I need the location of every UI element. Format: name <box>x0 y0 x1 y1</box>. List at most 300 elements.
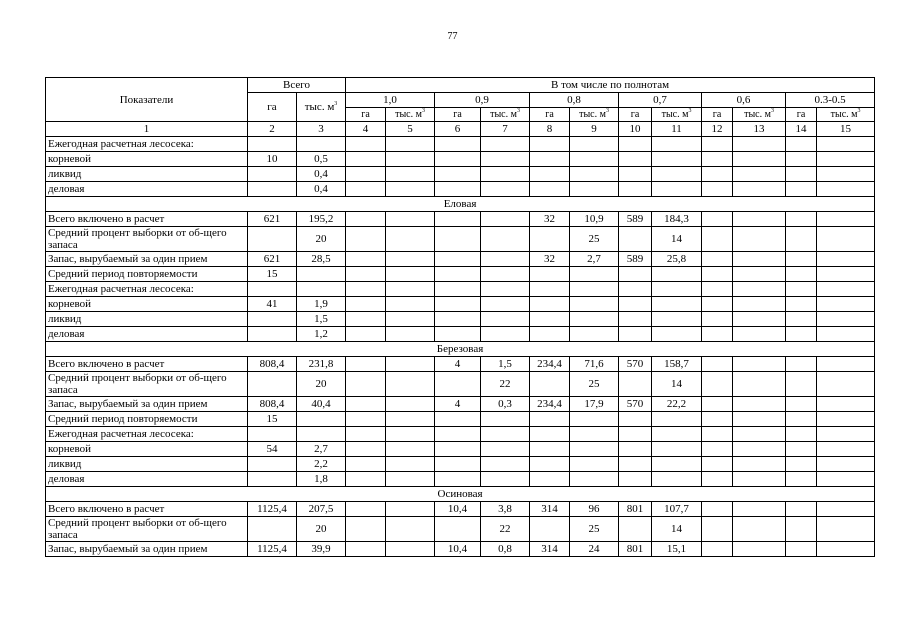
table-cell <box>481 427 530 442</box>
row-label: ликвид <box>46 312 248 327</box>
table-cell <box>346 212 386 227</box>
table-cell <box>652 182 702 197</box>
table-cell: 20 <box>297 227 346 252</box>
row-label: Всего включено в расчет <box>46 357 248 372</box>
table-cell <box>733 412 786 427</box>
table-cell <box>346 502 386 517</box>
table-cell <box>619 282 652 297</box>
table-cell <box>530 312 570 327</box>
table-cell: 96 <box>570 502 619 517</box>
table-cell: 15 <box>248 267 297 282</box>
table-cell: 25 <box>570 227 619 252</box>
table-cell <box>570 267 619 282</box>
table-cell <box>817 457 875 472</box>
table-cell: 621 <box>248 212 297 227</box>
table-cell <box>386 442 435 457</box>
table-cell <box>435 442 481 457</box>
table-cell: 10,9 <box>570 212 619 227</box>
table-cell: 589 <box>619 212 652 227</box>
table-cell <box>817 327 875 342</box>
table-cell <box>530 297 570 312</box>
table-cell <box>435 227 481 252</box>
table-cell <box>386 227 435 252</box>
table-cell <box>619 152 652 167</box>
table-cell <box>702 372 733 397</box>
table-cell <box>530 517 570 542</box>
table-cell <box>817 427 875 442</box>
header-density-1: 1,0 <box>346 93 435 108</box>
table-cell <box>786 372 817 397</box>
table-cell <box>570 282 619 297</box>
header-unit-m3: тыс. $м^3$ <box>733 108 786 122</box>
table-cell: 40,4 <box>297 397 346 412</box>
table-cell <box>386 267 435 282</box>
header-unit-m3: тыс. $м^3$ <box>652 108 702 122</box>
table-cell <box>817 152 875 167</box>
table-cell <box>652 167 702 182</box>
table-cell <box>346 267 386 282</box>
table-cell <box>786 182 817 197</box>
table-cell <box>435 267 481 282</box>
table-cell <box>817 372 875 397</box>
table-cell: 10,4 <box>435 542 481 557</box>
table-cell <box>481 312 530 327</box>
table-cell: 0,5 <box>297 152 346 167</box>
table-cell <box>817 282 875 297</box>
table-cell <box>702 412 733 427</box>
table-cell <box>702 442 733 457</box>
table-cell <box>346 297 386 312</box>
table-row <box>46 182 875 197</box>
table-cell <box>346 372 386 397</box>
table-cell <box>619 472 652 487</box>
table-cell <box>786 152 817 167</box>
table-cell <box>786 267 817 282</box>
table-cell <box>702 427 733 442</box>
table-cell <box>570 297 619 312</box>
table-cell <box>702 397 733 412</box>
table-cell <box>786 227 817 252</box>
header-total-ha: га <box>248 93 297 122</box>
table-cell: 25 <box>570 372 619 397</box>
table-cell <box>248 472 297 487</box>
table-cell <box>346 542 386 557</box>
table-cell <box>297 137 346 152</box>
table-cell <box>530 427 570 442</box>
table-row <box>46 412 875 427</box>
table-cell <box>733 312 786 327</box>
row-label: деловая <box>46 327 248 342</box>
table-cell <box>733 252 786 267</box>
table-cell: 207,5 <box>297 502 346 517</box>
table-cell <box>733 137 786 152</box>
table-cell <box>346 457 386 472</box>
table-cell: 39,9 <box>297 542 346 557</box>
table-cell <box>386 502 435 517</box>
table-cell <box>702 167 733 182</box>
table-cell <box>346 227 386 252</box>
row-label: корневой <box>46 152 248 167</box>
table-cell <box>786 457 817 472</box>
header-unit-ha: га <box>786 108 817 122</box>
table-cell <box>530 137 570 152</box>
table-cell <box>817 212 875 227</box>
table-cell: 54 <box>248 442 297 457</box>
table-cell <box>346 182 386 197</box>
table-cell <box>248 312 297 327</box>
table-cell: 570 <box>619 357 652 372</box>
table-cell <box>786 357 817 372</box>
table-cell <box>786 502 817 517</box>
table-cell <box>386 457 435 472</box>
table-cell <box>481 297 530 312</box>
table-row <box>46 212 875 227</box>
header-including: В том числе по полнотам <box>346 78 875 93</box>
table-row <box>46 327 875 342</box>
row-label: Средний период повторяемости <box>46 267 248 282</box>
table-cell <box>481 137 530 152</box>
table-cell <box>386 412 435 427</box>
table-cell: 158,7 <box>652 357 702 372</box>
table-cell <box>817 167 875 182</box>
header-unit-ha: га <box>619 108 652 122</box>
table-row <box>46 137 875 152</box>
table-cell <box>570 312 619 327</box>
table-cell <box>733 167 786 182</box>
table-cell <box>733 227 786 252</box>
table-cell <box>530 167 570 182</box>
table-cell <box>570 412 619 427</box>
table-cell <box>530 372 570 397</box>
table-cell: 15 <box>248 412 297 427</box>
table-cell: 4 <box>435 357 481 372</box>
table-cell <box>817 297 875 312</box>
header-density-6: 0.3-0.5 <box>786 93 875 108</box>
table-cell <box>386 212 435 227</box>
table-cell: 2,7 <box>297 442 346 457</box>
table-cell <box>733 472 786 487</box>
table-cell <box>702 502 733 517</box>
table-cell <box>530 442 570 457</box>
table-cell <box>435 137 481 152</box>
table-cell <box>386 517 435 542</box>
table-cell <box>786 327 817 342</box>
table-cell <box>702 297 733 312</box>
table-row <box>46 502 875 517</box>
table-cell: 14 <box>652 517 702 542</box>
table-cell <box>817 502 875 517</box>
table-cell <box>435 327 481 342</box>
table-cell <box>652 152 702 167</box>
table-cell <box>702 472 733 487</box>
table-cell <box>530 327 570 342</box>
table-cell: 10 <box>248 152 297 167</box>
table-cell <box>435 472 481 487</box>
table-row <box>46 427 875 442</box>
table-cell: 1,2 <box>297 327 346 342</box>
table-cell <box>702 312 733 327</box>
table-cell <box>652 297 702 312</box>
table-cell <box>386 312 435 327</box>
column-number: 8 <box>530 122 570 137</box>
table-cell <box>435 282 481 297</box>
header-density-5: 0,6 <box>702 93 786 108</box>
header-unit-m3: тыс. $м^3$ <box>570 108 619 122</box>
table-cell <box>248 457 297 472</box>
table-cell <box>733 182 786 197</box>
table-cell <box>530 457 570 472</box>
table-cell <box>435 252 481 267</box>
table-cell: 22,2 <box>652 397 702 412</box>
table-cell <box>435 457 481 472</box>
table-cell: 0,4 <box>297 182 346 197</box>
table-cell <box>817 357 875 372</box>
table-cell <box>530 472 570 487</box>
table-cell <box>297 412 346 427</box>
table-cell: 314 <box>530 502 570 517</box>
table-cell <box>786 517 817 542</box>
table-cell <box>297 427 346 442</box>
section-title: Березовая <box>46 342 875 357</box>
column-number: 6 <box>435 122 481 137</box>
table-cell: 1,5 <box>297 312 346 327</box>
table-cell <box>346 357 386 372</box>
header-unit-ha: га <box>530 108 570 122</box>
table-cell <box>435 427 481 442</box>
table-cell <box>386 472 435 487</box>
table-cell: 801 <box>619 542 652 557</box>
table-cell: 15,1 <box>652 542 702 557</box>
table-cell <box>386 167 435 182</box>
table-cell <box>702 327 733 342</box>
table-cell <box>570 327 619 342</box>
row-label: Средний процент выборки от об-щего запаса <box>46 517 248 542</box>
table-cell <box>786 212 817 227</box>
header-density-3: 0,8 <box>530 93 619 108</box>
table-cell <box>481 267 530 282</box>
table-cell <box>733 397 786 412</box>
forest-cutting-table <box>45 77 875 557</box>
table-cell <box>733 502 786 517</box>
table-cell: 1,5 <box>481 357 530 372</box>
table-cell: 20 <box>297 517 346 542</box>
table-cell <box>346 152 386 167</box>
header-unit-ha: га <box>435 108 481 122</box>
table-cell <box>702 212 733 227</box>
table-cell <box>733 372 786 397</box>
table-row <box>46 472 875 487</box>
table-cell <box>570 427 619 442</box>
table-cell <box>481 442 530 457</box>
table-cell <box>733 542 786 557</box>
column-number: 15 <box>817 122 875 137</box>
table-cell <box>733 212 786 227</box>
table-cell: 10,4 <box>435 502 481 517</box>
table-cell <box>619 517 652 542</box>
table-cell: 801 <box>619 502 652 517</box>
table-cell <box>297 267 346 282</box>
table-cell <box>570 137 619 152</box>
table-cell: 0,3 <box>481 397 530 412</box>
table-cell: 2,7 <box>570 252 619 267</box>
table-cell <box>817 252 875 267</box>
section-row <box>46 487 875 502</box>
table-cell <box>702 137 733 152</box>
table-cell <box>386 542 435 557</box>
table-cell <box>733 282 786 297</box>
table-cell <box>702 227 733 252</box>
header-total: Всего <box>248 78 346 93</box>
table-cell: 32 <box>530 252 570 267</box>
table-cell: 314 <box>530 542 570 557</box>
table-cell <box>786 542 817 557</box>
row-label: корневой <box>46 297 248 312</box>
table-row <box>46 517 875 542</box>
table-cell <box>786 137 817 152</box>
table-cell <box>702 517 733 542</box>
table-cell <box>346 137 386 152</box>
section-title: Еловая <box>46 197 875 212</box>
column-number: 12 <box>702 122 733 137</box>
table-row <box>46 542 875 557</box>
table-cell <box>817 442 875 457</box>
table-cell <box>530 267 570 282</box>
table-cell <box>481 152 530 167</box>
table-cell <box>733 357 786 372</box>
table-row <box>46 267 875 282</box>
table-cell <box>786 442 817 457</box>
table-cell <box>786 252 817 267</box>
row-label: корневой <box>46 442 248 457</box>
section-title: Осиновая <box>46 487 875 502</box>
table-cell <box>530 412 570 427</box>
table-row <box>46 252 875 267</box>
table-cell <box>346 167 386 182</box>
table-cell <box>733 267 786 282</box>
section-row <box>46 197 875 212</box>
column-number: 1 <box>46 122 248 137</box>
table-cell <box>346 252 386 267</box>
table-cell <box>652 412 702 427</box>
table-cell: 621 <box>248 252 297 267</box>
column-number: 2 <box>248 122 297 137</box>
table-cell <box>817 397 875 412</box>
table-cell: 32 <box>530 212 570 227</box>
table-cell <box>435 182 481 197</box>
row-label: Всего включено в расчет <box>46 502 248 517</box>
table-cell <box>481 212 530 227</box>
table-cell <box>248 167 297 182</box>
table-cell: 234,4 <box>530 397 570 412</box>
table-cell <box>481 327 530 342</box>
table-row <box>46 297 875 312</box>
column-number: 5 <box>386 122 435 137</box>
table-cell <box>248 182 297 197</box>
table-cell <box>733 152 786 167</box>
table-cell <box>702 282 733 297</box>
table-cell <box>248 137 297 152</box>
header-unit-m3: тыс. $м^3$ <box>481 108 530 122</box>
table-cell <box>346 517 386 542</box>
header-unit-ha: га <box>346 108 386 122</box>
table-cell <box>248 282 297 297</box>
table-row <box>46 457 875 472</box>
table-cell: 0,8 <box>481 542 530 557</box>
table-cell <box>346 412 386 427</box>
table-cell: 17,9 <box>570 397 619 412</box>
table-cell <box>652 267 702 282</box>
table-cell <box>786 167 817 182</box>
table-body <box>46 137 875 557</box>
table-cell <box>652 282 702 297</box>
column-number: 3 <box>297 122 346 137</box>
table-cell <box>817 182 875 197</box>
table-cell <box>619 312 652 327</box>
table-cell <box>435 152 481 167</box>
table-row <box>46 152 875 167</box>
table-cell <box>619 227 652 252</box>
table-cell <box>817 517 875 542</box>
table-cell <box>619 412 652 427</box>
row-label: Запас, вырубаемый за один прием <box>46 252 248 267</box>
table-cell: 184,3 <box>652 212 702 227</box>
table-cell: 4 <box>435 397 481 412</box>
table-cell <box>435 412 481 427</box>
table-cell <box>619 427 652 442</box>
table-cell <box>702 252 733 267</box>
table-cell <box>481 282 530 297</box>
table-cell <box>386 252 435 267</box>
table-cell <box>733 457 786 472</box>
table-cell <box>817 227 875 252</box>
row-label: Средний процент выборки от об-щего запаса <box>46 227 248 252</box>
table-cell <box>817 312 875 327</box>
table-cell <box>733 517 786 542</box>
table-cell <box>619 167 652 182</box>
table-cell <box>619 442 652 457</box>
table-cell <box>652 327 702 342</box>
table-cell: 107,7 <box>652 502 702 517</box>
table-cell <box>386 397 435 412</box>
table-cell: 71,6 <box>570 357 619 372</box>
table-cell <box>481 472 530 487</box>
table-cell: 1125,4 <box>248 502 297 517</box>
table-cell: 1125,4 <box>248 542 297 557</box>
table-cell <box>248 227 297 252</box>
table-cell <box>733 327 786 342</box>
table-cell <box>386 357 435 372</box>
table-cell <box>702 457 733 472</box>
table-cell <box>481 457 530 472</box>
table-cell <box>346 427 386 442</box>
table-cell <box>702 542 733 557</box>
table-cell: 231,8 <box>297 357 346 372</box>
table-cell <box>733 297 786 312</box>
table-cell <box>346 472 386 487</box>
table-cell <box>570 442 619 457</box>
row-label: деловая <box>46 182 248 197</box>
table-cell: 234,4 <box>530 357 570 372</box>
header-density-2: 0,9 <box>435 93 530 108</box>
table-cell <box>619 327 652 342</box>
table-cell <box>786 282 817 297</box>
table-cell <box>435 312 481 327</box>
table-cell: 14 <box>652 227 702 252</box>
row-label: Ежегодная расчетная лесосека: <box>46 427 248 442</box>
table-row <box>46 442 875 457</box>
row-label: Запас, вырубаемый за один прием <box>46 542 248 557</box>
header-total-m3: тыс. $м^3$ <box>297 93 346 122</box>
